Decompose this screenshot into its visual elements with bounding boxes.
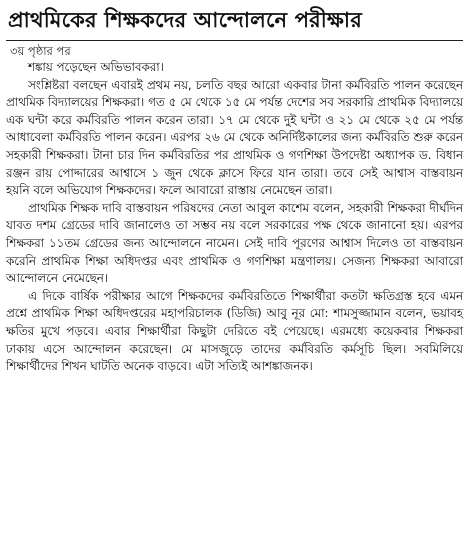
paragraph-4: এ দিকে বার্ষিক পরীক্ষার আগে শিক্ষকদের কর্মবিরতিতে শিক্ষার্থীরা কতটা ক্ষতিগ্রস্ত হবে এমন প্রশ্নে প্রাথমিক শিক্ষা অধিদপ্তরের মহাপরিচালক (ডিজি) আবু নূর মো: শামসুজ্জামান বলেন, ভয়াবহ ক্ষতির মুখে পড়বে। এবার শিক্ষার্থীরা কিছুটা দেরিতে বই পেয়েছে। এরমধ্যে কয়েকবার শিক্ষকরা ঢাকায় এসে আন্দোলন করেছেন। মে মাসজুড়ে তাদের কর্মবিরতি কর্মসূচি ছিল। সবমিলিয়ে শিক্ষার্থীদের শিখন ঘাটতি অনেক বাড়বে। এটা সত্যিই আশঙ্কাজনক। xyxy=(6,288,463,374)
paragraph-2: সংশ্লিষ্টরা বলছেন এবারই প্রথম নয়, চলতি বছর আরো একবার টানা কর্মবিরতি পালন করেছেন প্রাথমিক বিদ্যালয়ের শিক্ষকরা। গত ৫ মে থেকে ১৫ মে পর্যন্ত দেশের সব সরকারি প্রাথমিক বিদ্যালয়ে এক ঘন্টা করে কর্মবিরতি পালন করেন তারা। ১৭ মে থেকে দুই ঘন্টা ও ২১ মে থেকে ২৫ মে পর্যন্ত আধাবেলা কর্মবিরতি পালন করেন। এরপর ২৬ মে থেকে অনির্দিষ্টকালের জন্য কর্মবিরতি শুরু করেন সহকারী শিক্ষকরা। টানা চার দিন কর্মবিরতির পর প্রাথমিক ও গণশিক্ষা উপদেষ্টা অধ্যাপক ড. বিধান রঞ্জন রায় পোদ্দারের আশ্বাসে ১ জুন থেকে ক্লাসে ফিরে যান তারা। তবে সেই আশ্বাস বাস্তবায়ন হয়নি বলে অভিযোগ শিক্ষকদের। ফলে আবারো রাস্তায় নেমেছেন তারা। xyxy=(6,77,463,198)
article-body xyxy=(6,59,463,376)
paragraph-1: শঙ্কায় পড়েছেন অভিভাবকরা। xyxy=(28,60,164,74)
continued-from-label: ৩য় পৃষ্ঠার পর xyxy=(10,44,71,58)
paragraph-3: প্রাথমিক শিক্ষক দাবি বাস্তবায়ন পরিষদের নেতা আবুল কাশেম বলেন, সহকারী শিক্ষকরা দীর্ঘদিন যাবত দশম গ্রেডের দাবি জানালেও তা সম্ভব নয় বলে সরকারের পক্ষ থেকে জানানো হয়। এরপর শিক্ষকরা ১১তম গ্রেডের জন্য আন্দোলনে নামেন। সেই দাবি পূরণের আশ্বাস দিলেও তা বাস্তবায়ন করেনি প্রাথমিক শিক্ষা অধিদপ্তর এবং প্রাথমিক ও গণশিক্ষা মন্ত্রণালয়। সেজন্য শিক্ষকরা আবারো আন্দোলনে নেমেছেন। xyxy=(6,200,463,286)
newspaper-clipping xyxy=(0,4,469,554)
headline-rule xyxy=(6,40,463,41)
article-headline: প্রাথমিকের শিক্ষকদের আন্দোলনে পরীক্ষার xyxy=(8,8,362,32)
